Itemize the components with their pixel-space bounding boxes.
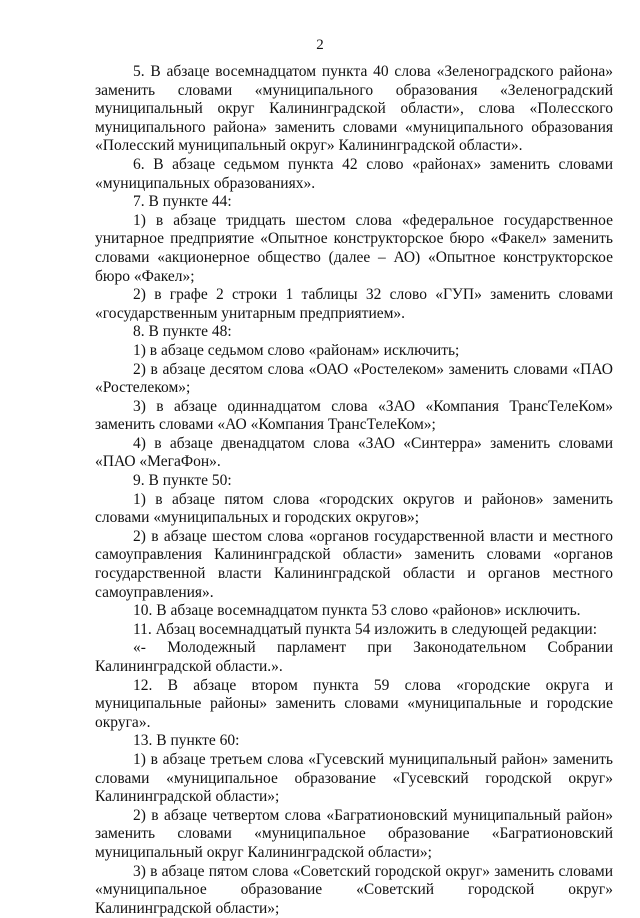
paragraph-item-8-2: 2) в абзаце десятом слова «ОАО «Ростелеком» заменить словами «ПАО «Ростелеком»; [95, 360, 613, 397]
paragraph-item-13-1: 1) в абзаце третьем слова «Гусевский муниципальный район» заменить словами «муниципальное образование «Гусевский городской округ» Калининградской области»; [95, 750, 613, 806]
paragraph-item-8-3: 3) в абзаце одиннадцатом слова «ЗАО «Компания ТрансТелеКом» заменить словами «АО «Компания ТрансТелеКом»; [95, 397, 613, 434]
paragraph-item-7-1: 1) в абзаце тридцать шестом слова «федеральное государственное унитарное предприятие «Опытное конструкторское бюро «Факел» заменить словами «акционерное общество (далее – АО) «Опытное конструкторское бюро «Факел»; [95, 211, 613, 285]
paragraph-item-6: 6. В абзаце седьмом пункта 42 слово «районах» заменить словами «муниципальных образованиях». [95, 155, 613, 192]
paragraph-item-11-quote: «- Молодежный парламент при Законодательном Собрании Калининградской области.». [95, 639, 613, 675]
paragraph-item-8-1: 1) в абзаце седьмом слово «районам» исключить; [133, 341, 460, 359]
paragraph-item-7-2: 2) в графе 2 строки 1 таблицы 32 слово «ГУП» заменить словами «государственным унитарным предприятием». [95, 286, 613, 322]
paragraph-item-9: 9. В пункте 50: [133, 472, 232, 490]
paragraph-item-12: 12. В абзаце втором пункта 59 слова «городские округа и муниципальные районы» заменить словами «муниципальные и городские округа». [95, 676, 613, 731]
paragraph-item-8-4: 4) в абзаце двенадцатом слова «ЗАО «Синтерра» заменить словами «ПАО «МегаФон». [95, 434, 613, 471]
paragraph-item-13-3: 3) в абзаце пятом слова «Советский городской округ» заменить словами «муниципальное образование «Советский городской округ» Калининградской области»; [95, 862, 613, 917]
paragraph-item-9-1: 1) в абзаце пятом слова «городских округов и районов» заменить словами «муниципальных и городских округов»; [95, 490, 613, 527]
paragraph-item-7: 7. В пункте 44: [133, 193, 232, 211]
document-body [95, 63, 613, 918]
paragraph-item-13-2: 2) в абзаце четвертом слова «Багратионовский муниципальный район» заменить словами «муниципальное образование «Багратионовский муниципальный округ Калининградской области»; [95, 806, 613, 861]
paragraph-item-13: 13. В пункте 60: [133, 732, 240, 750]
paragraph-item-5: 5. В абзаце восемнадцатом пункта 40 слова «Зеленоградского района» заменить словами «муниципального образования «Зеленоградский муниципальный округ Калининградской области», слова «Полесского муниципального района» заменить словами «муниципального образования «Полесский муниципальный округ» Калининградской области». [95, 63, 613, 155]
paragraph-item-8: 8. В пункте 48: [133, 323, 232, 341]
paragraph-item-10: 10. В абзаце восемнадцатом пункта 53 слово «районов» исключить. [133, 602, 581, 620]
paragraph-item-9-2: 2) в абзаце шестом слова «органов государственной власти и местного самоуправления Калининградской области» заменить словами «органов государственной власти Калининградской области и органов местного самоуправления». [95, 527, 613, 601]
paragraph-item-11: 11. Абзац восемнадцатый пункта 54 изложить в следующей редакции: [133, 620, 598, 638]
page-number: 2 [316, 37, 324, 53]
